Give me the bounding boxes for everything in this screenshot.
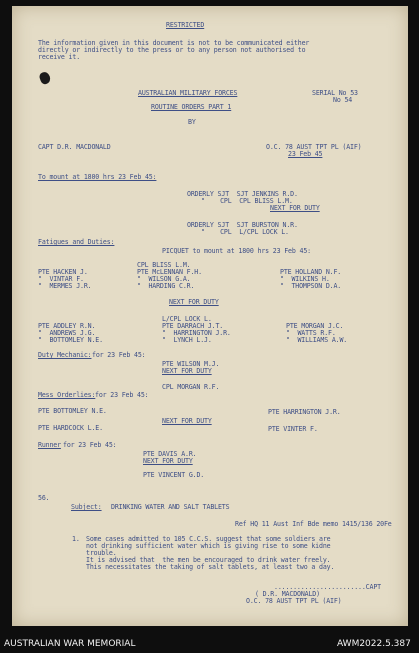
- mount-next-duty: NEXT FOR DUTY: [270, 204, 320, 212]
- subject-text: DRINKING WATER AND SALT TABLETS: [111, 503, 230, 511]
- picquet-next-duty: NEXT FOR DUTY: [169, 298, 219, 306]
- mechanic-heading: Duty Mechanic:: [38, 351, 92, 359]
- item-number: 56.: [38, 494, 50, 502]
- mount-heading: To mount at 1800 hrs 23 Feb 45:: [38, 173, 157, 181]
- force-title: AUSTRALIAN MILITARY FORCES: [138, 89, 238, 97]
- para-line-4: It is advised that the men be encouraged to drink water freely.: [86, 556, 331, 564]
- punch-hole: [38, 71, 52, 86]
- runner-next-name: PTE VINCENT G.D.: [143, 471, 205, 479]
- mess-b1: PTE HARDCOCK L.E.: [38, 424, 103, 432]
- picquet-r3a: " MERMES J.R.: [38, 282, 92, 290]
- capt-name: CAPT D.R. MACDONALD: [38, 143, 111, 151]
- orderly-line-1: ORDERLY SJT SJT JENKINS R.D.: [187, 190, 298, 198]
- signature-line: ........................CAPT: [274, 583, 381, 591]
- orderly-line-4: ORDERLY SJT SJT BURSTON N.R.: [187, 221, 298, 229]
- mess-heading: Mess Orderlies:: [38, 391, 96, 399]
- footer-source: AUSTRALIAN WAR MEMORIAL: [4, 639, 136, 649]
- para-number: 1.: [72, 535, 80, 543]
- picquet-r2b: " WILSON G.A.: [137, 275, 191, 283]
- next-s3c: " WILLIAMS A.W.: [286, 336, 348, 344]
- next-s1b: PTE DARRACH J.T.: [162, 322, 224, 330]
- runner-name: PTE DAVIS A.R.: [143, 450, 197, 458]
- runner-next-duty: NEXT FOR DUTY: [143, 457, 193, 465]
- picquet-r3b: " HARDING C.R.: [137, 282, 195, 290]
- footer-bar: [0, 636, 419, 653]
- notice-line-2: directly or indirectly to the press or to any person not authorised to: [38, 46, 306, 54]
- reference-line: Ref HQ 11 Aust Inf Bde memo 1415/136 20Fe: [235, 520, 392, 528]
- by-label: BY: [188, 118, 196, 126]
- para-line-5: This necessitates the taking of salt tablets, at least two a day.: [86, 563, 335, 571]
- mechanic-next-duty: NEXT FOR DUTY: [162, 367, 212, 375]
- next-s2a: " ANDREWS J.G.: [38, 329, 96, 337]
- footer-accession: AWM2022.5.387: [337, 639, 411, 649]
- order-date: 23 Feb 45: [288, 150, 323, 158]
- para-line-2: not drinking sufficient water which is giving rise to some kidne: [86, 542, 331, 550]
- picquet-r3c: " THOMPSON D.A.: [280, 282, 342, 290]
- orderly-line-2: " CPL CPL BLISS L.M.: [201, 197, 293, 205]
- runner-for: for 23 Feb 45:: [63, 441, 117, 449]
- runner-heading: Runner: [38, 441, 61, 449]
- picquet-heading: PICQUET to mount at 1800 hrs 23 Feb 45:: [162, 247, 311, 255]
- mechanic-name: PTE WILSON M.J.: [162, 360, 220, 368]
- mess-next-duty: NEXT FOR DUTY: [162, 417, 212, 425]
- next-s3b: " LYNCH L.J.: [162, 336, 212, 344]
- picquet-cpl: CPL BLISS L.M.: [137, 261, 191, 269]
- mess-a1: PTE BOTTOMLEY N.E.: [38, 407, 107, 415]
- notice-line-1: The information given in this document is not to be communicated either: [38, 39, 310, 47]
- mechanic-next-name: CPL MORGAN R.F.: [162, 383, 220, 391]
- signature-unit: O.C. 78 AUST TPT PL (AIF): [246, 597, 342, 605]
- picquet-r2a: " VINTAR F.: [38, 275, 84, 283]
- picquet-r1b: PTE McLENNAN F.H.: [137, 268, 202, 276]
- oc-unit: O.C. 78 AUST TPT PL (AIF): [266, 143, 362, 151]
- mess-a2: PTE HARRINGTON J.R.: [268, 408, 341, 416]
- orders-number: No 54: [333, 96, 353, 104]
- mess-b2: PTE VINTER F.: [268, 425, 318, 433]
- next-s2b: " HARRINGTON J.R.: [162, 329, 231, 337]
- fatigues-heading: Fatigues and Duties:: [38, 238, 115, 246]
- next-s3a: " BOTTOMLEY N.E.: [38, 336, 103, 344]
- next-s1a: PTE ADDLEY R.N.: [38, 322, 96, 330]
- orderly-line-5: " CPL L/CPL LOCK L.: [201, 228, 289, 236]
- document-page: [12, 6, 408, 626]
- orders-title: ROUTINE ORDERS PART 1: [151, 103, 232, 111]
- para-line-3: trouble.: [86, 549, 117, 557]
- picquet-r1a: PTE HACKEN J.: [38, 268, 88, 276]
- notice-line-3: receive it.: [38, 53, 81, 61]
- subject-label: Subject:: [71, 503, 102, 511]
- restricted-label: RESTRICTED: [166, 21, 205, 29]
- picquet-r1c: PTE HOLLAND N.F.: [280, 268, 342, 276]
- next-s2c: " WATTS R.F.: [286, 329, 336, 337]
- mechanic-for: for 23 Feb 45:: [92, 351, 146, 359]
- para-line-1: Some cases admitted to 105 C.C.S. suggest that some soldiers are: [86, 535, 331, 543]
- serial-number: SERIAL No 53: [312, 89, 358, 97]
- picquet-r2c: " WILKINS H.: [280, 275, 330, 283]
- next-cpl: L/CPL LOCK L.: [162, 315, 212, 323]
- mess-for: for 23 Feb 45:: [95, 391, 149, 399]
- signature-name: ( D.R. MACDONALD): [255, 590, 320, 598]
- next-s1c: PTE MORGAN J.C.: [286, 322, 344, 330]
